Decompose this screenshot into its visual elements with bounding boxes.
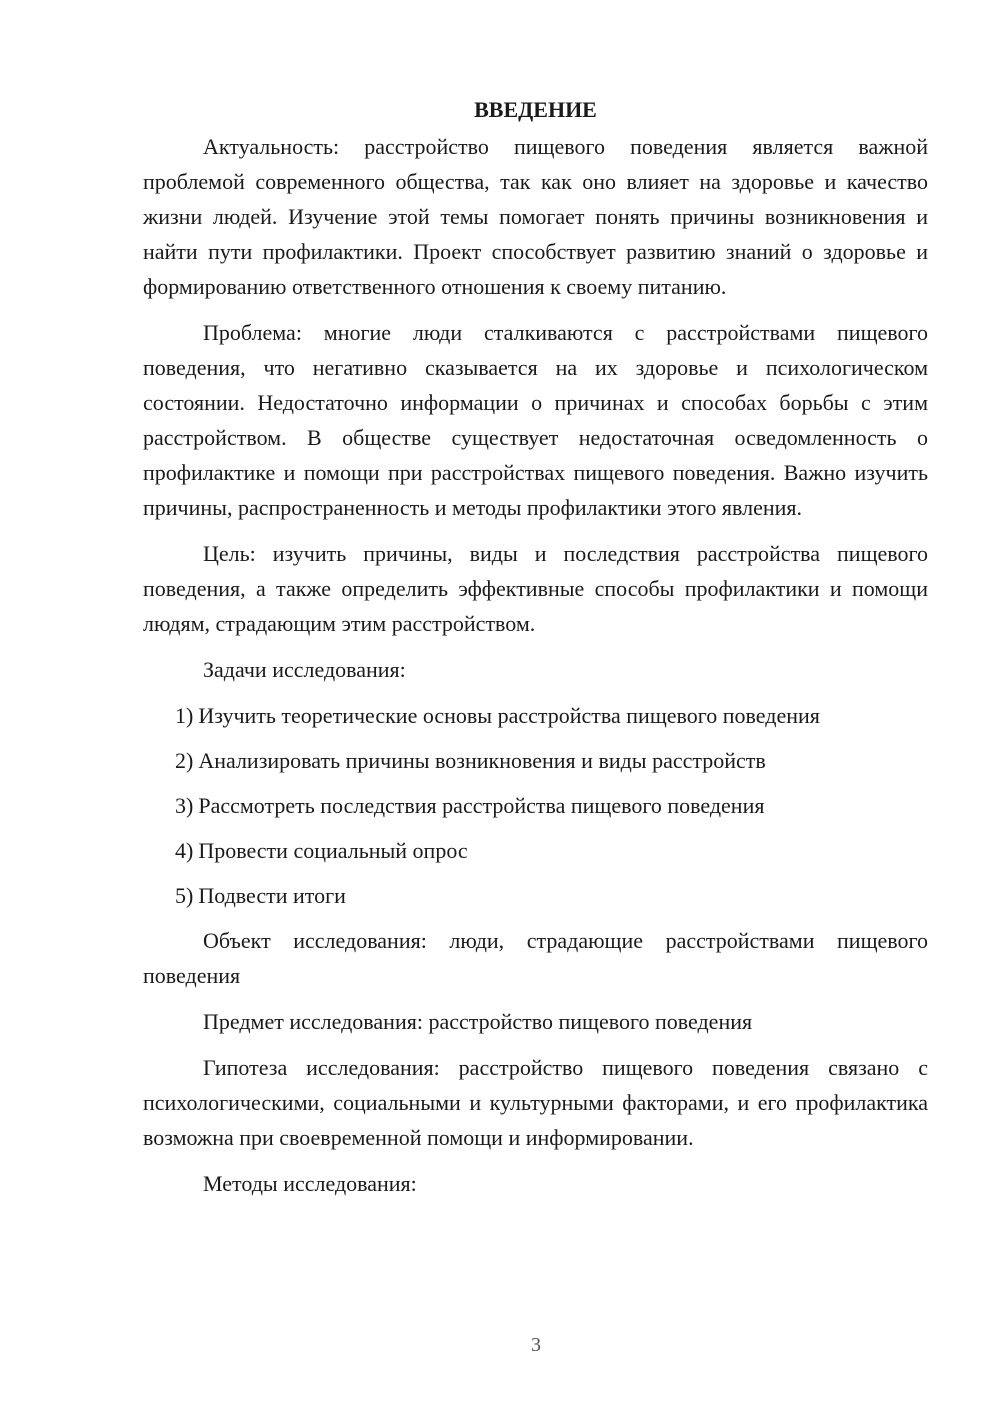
tasks-title: Задачи исследования:	[203, 657, 406, 682]
relevance-paragraph: Актуальность: расстройство пищевого поведения является важной проблемой современного общества, так как оно влияет на здоровье и качество жизни людей. Изучение этой темы помогает понять причины возникновения и найти пути профилактики. Проект способствует развитию знаний о здоровье и формированию ответственного отношения к своему питанию.	[143, 134, 928, 299]
list-item-text: Рассмотреть последствия расстройства пищевого поведения	[198, 793, 765, 818]
object-paragraph: Объект исследования: люди, страдающие расстройствами пищевого поведения	[143, 928, 928, 988]
problem-paragraph: Проблема: многие люди сталкиваются с расстройствами пищевого поведения, что негативно сказывается на их здоровье и психологическом состоянии. Недостаточно информации о причинах и способах борьбы с этим расстройством. В обществе существует недостаточная осведомленность о профилактике и помощи при расстройствах пищевого поведения. Важно изучить причины, распространенность и методы профилактики этого явления.	[143, 320, 928, 520]
list-item-number: 5)	[175, 883, 194, 908]
list-item	[143, 743, 928, 778]
list-item-text: Анализировать причины возникновения и виды расстройств	[198, 748, 766, 773]
list-item-text: Провести социальный опрос	[198, 838, 468, 863]
section-heading: ВВЕДЕНИЕ	[474, 97, 597, 122]
list-item-text: Подвести итоги	[198, 883, 346, 908]
list-item-text: Изучить теоретические основы расстройства пищевого поведения	[198, 703, 820, 728]
hypothesis-paragraph: Гипотеза исследования: расстройство пищевого поведения связано с психологическими, социальными и культурными факторами, и его профилактика возможна при своевременной помощи и информировании.	[143, 1055, 928, 1150]
list-item	[143, 788, 928, 823]
tasks-list	[143, 698, 928, 913]
goal-paragraph: Цель: изучить причины, виды и последствия расстройства пищевого поведения, а также определить эффективные способы профилактики и помощи людям, страдающим этим расстройством.	[143, 541, 928, 636]
methods-title: Методы исследования:	[203, 1171, 417, 1196]
list-item	[143, 698, 928, 733]
list-item-number: 1)	[175, 703, 194, 728]
list-item-number: 4)	[175, 838, 194, 863]
subject-paragraph: Предмет исследования: расстройство пищевого поведения	[203, 1009, 753, 1034]
page-content	[143, 92, 928, 1212]
list-item-number: 2)	[175, 748, 194, 773]
list-item-number: 3)	[175, 793, 194, 818]
page-number: 3	[531, 1334, 541, 1356]
list-item	[143, 878, 928, 913]
list-item	[143, 833, 928, 868]
